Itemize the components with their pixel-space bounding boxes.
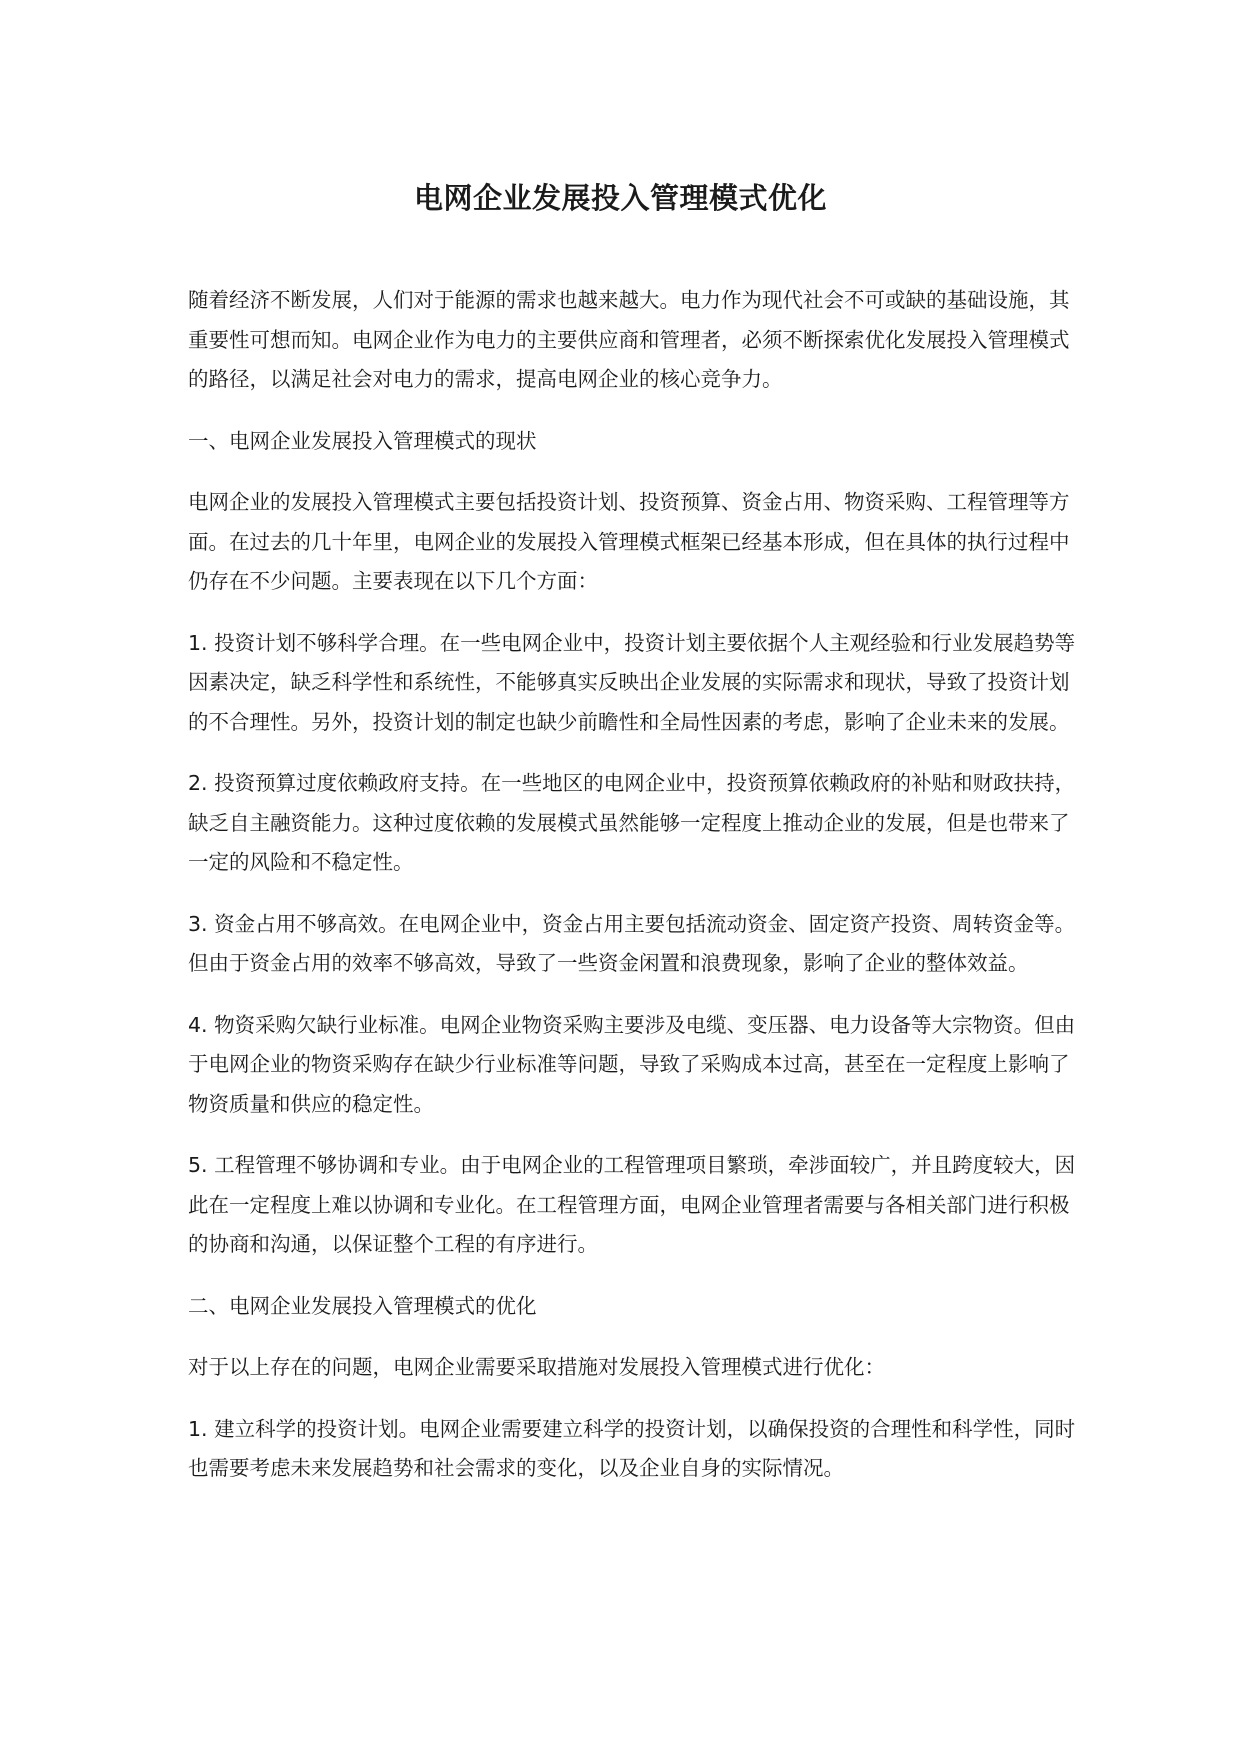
section-heading-2: 二、电网企业发展投入管理模式的优化 [188, 1293, 537, 1318]
list-item-problem-4: 4. 物资采购欠缺行业标准。电网企业物资采购主要涉及电缆、变压器、电力设备等大宗物资。但由于电网企业的物资采购存在缺少行业标准等问题，导致了采购成本过高，甚至在一定程度上影响了物资质量和供应的稳定性。 [188, 1012, 1076, 1116]
paragraph-status: 电网企业的发展投入管理模式主要包括投资计划、投资预算、资金占用、物资采购、工程管理等方面。在过去的几十年里，电网企业的发展投入管理模式框架已经基本形成，但在具体的执行过程中仍存在不少问题。主要表现在以下几个方面： [188, 490, 1070, 593]
list-item-problem-1: 1. 投资计划不够科学合理。在一些电网企业中，投资计划主要依据个人主观经验和行业发展趋势等因素决定，缺乏科学性和系统性，不能够真实反映出企业发展的实际需求和现状，导致了投资计划的不合理性。另外，投资计划的制定也缺少前瞻性和全局性因素的考虑，影响了企业未来的发展。 [188, 630, 1076, 734]
list-item-solution-1: 1. 建立科学的投资计划。电网企业需要建立科学的投资计划，以确保投资的合理性和科学性，同时也需要考虑未来发展趋势和社会需求的变化，以及企业自身的实际情况。 [188, 1416, 1076, 1480]
document-body [188, 281, 1076, 1511]
list-item-problem-3: 3. 资金占用不够高效。在电网企业中，资金占用主要包括流动资金、固定资产投资、周转资金等。但由于资金占用的效率不够高效，导致了一些资金闲置和浪费现象，影响了企业的整体效益。 [188, 911, 1076, 975]
paragraph-optimization-intro: 对于以上存在的问题，电网企业需要采取措施对发展投入管理模式进行优化： [188, 1355, 885, 1379]
list-item-problem-2: 2. 投资预算过度依赖政府支持。在一些地区的电网企业中，投资预算依赖政府的补贴和财政扶持，缺乏自主融资能力。这种过度依赖的发展模式虽然能够一定程度上推动企业的发展，但是也带来了一定的风险和不稳定性。 [188, 771, 1076, 874]
document-title: 电网企业发展投入管理模式优化 [413, 181, 827, 215]
paragraph-intro: 随着经济不断发展，人们对于能源的需求也越来越大。电力作为现代社会不可或缺的基础设施，其重要性可想而知。电网企业作为电力的主要供应商和管理者，必须不断探索优化发展投入管理模式的路径，以满足社会对电力的需求，提高电网企业的核心竞争力。 [188, 288, 1070, 391]
list-item-problem-5: 5. 工程管理不够协调和专业。由于电网企业的工程管理项目繁琐，牵涉面较广，并且跨度较大，因此在一定程度上难以协调和专业化。在工程管理方面，电网企业管理者需要与各相关部门进行积极的协商和沟通，以保证整个工程的有序进行。 [188, 1153, 1076, 1256]
section-heading-1: 一、电网企业发展投入管理模式的现状 [188, 428, 537, 453]
